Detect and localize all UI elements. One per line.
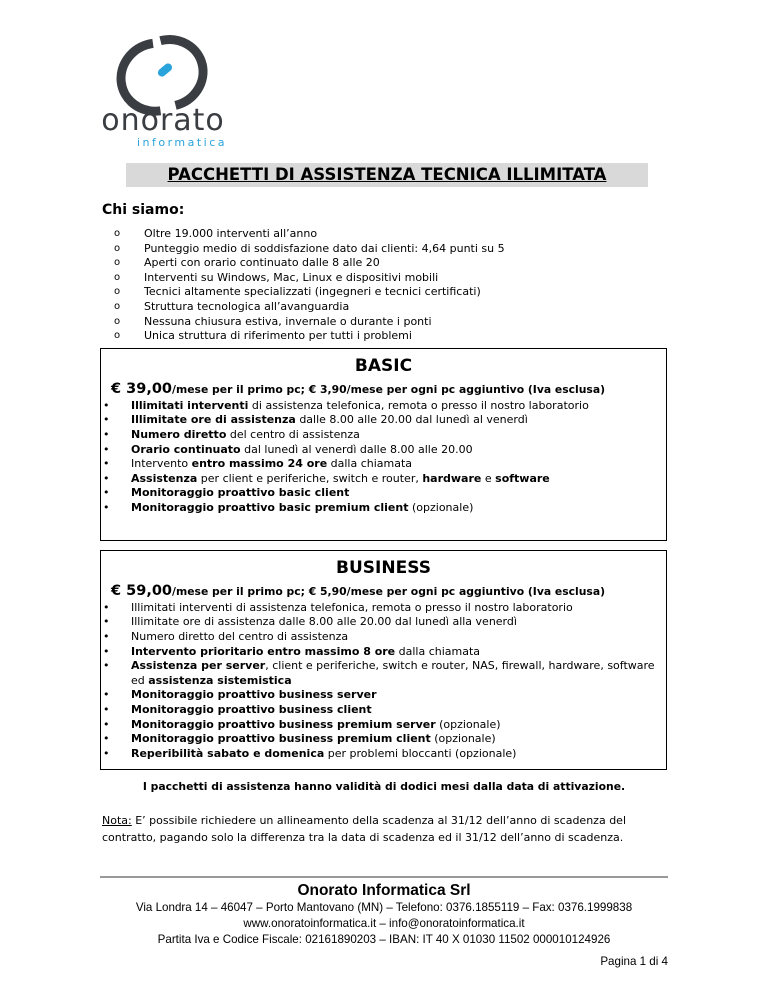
- feature-text: Reperibilità sabato e domenica: [131, 746, 325, 760]
- about-item-text: Nessuna chiusura estiva, invernale o durante i ponti: [144, 314, 432, 328]
- price-detail: /mese per il primo pc; € 5,90/mese per ogni pc aggiuntivo (Iva esclusa): [172, 584, 606, 598]
- bullet-icon: •: [103, 486, 110, 500]
- feature-text: (opzionale): [430, 732, 496, 746]
- feature-text: software: [495, 471, 550, 485]
- feature-text: Illimitate ore di assistenza: [131, 413, 296, 427]
- bullet-icon: •: [103, 746, 110, 760]
- footer: [100, 881, 668, 948]
- nota: [102, 812, 668, 846]
- bullet-marker: o: [114, 286, 121, 298]
- bullet-marker: o: [114, 228, 121, 239]
- svg-text:informatica: informatica: [136, 136, 228, 148]
- about-item: [114, 256, 668, 271]
- feature-item: [101, 615, 666, 630]
- feature-text: Monitoraggio proattivo business premium server: [131, 717, 436, 731]
- about-item: [114, 285, 668, 300]
- about-item: [114, 227, 668, 242]
- bullet-icon: •: [103, 471, 110, 485]
- feature-item: [101, 413, 666, 428]
- about-item: [114, 271, 668, 286]
- bullet-icon: •: [103, 732, 110, 746]
- feature-item: [101, 472, 666, 487]
- feature-text: Intervento prioritario entro massimo 8 ore: [131, 644, 396, 658]
- page-title: PACCHETTI DI ASSISTENZA TECNICA ILLIMITATA: [126, 163, 648, 187]
- about-item-text: Tecnici altamente specializzati (ingegneri e tecnici certificati): [144, 285, 481, 299]
- feature-text: Illimitate ore di assistenza dalle 8.00 alle 20.00 dal lunedì alla venerdì: [131, 615, 517, 629]
- feature-item: [101, 443, 666, 458]
- about-item: [114, 300, 668, 315]
- bullet-icon: •: [103, 688, 110, 702]
- feature-text: Illimitati interventi di assistenza telefonica, remota o presso il nostro laboratorio: [131, 600, 573, 614]
- bullet-icon: •: [103, 702, 110, 716]
- nota-label: Nota:: [102, 814, 132, 828]
- feature-item: [101, 732, 666, 747]
- business-package: [100, 550, 667, 771]
- feature-list: [101, 601, 666, 762]
- about-item: [114, 329, 668, 344]
- feature-item: [101, 428, 666, 443]
- bullet-icon: •: [103, 442, 110, 456]
- bullet-marker: o: [114, 315, 121, 327]
- feature-text: dalla chiamata: [327, 457, 413, 471]
- footer-contacts: www.onoratoinformatica.it – info@onoratoinformatica.it: [243, 917, 525, 931]
- bullet-icon: •: [103, 717, 110, 731]
- feature-text: Numero diretto: [131, 427, 227, 441]
- bullet-marker: o: [114, 330, 121, 342]
- feature-item: [101, 747, 666, 762]
- about-list: [114, 227, 668, 344]
- package-price: [111, 582, 666, 601]
- feature-text: assistenza sistemistica: [148, 673, 292, 687]
- feature-text: Monitoraggio proattivo basic client: [131, 486, 350, 500]
- price-amount: € 59,00: [111, 582, 173, 599]
- feature-text: Monitoraggio proattivo business server: [131, 688, 377, 702]
- price-amount: € 39,00: [111, 380, 173, 397]
- feature-text: Assistenza per server: [131, 659, 266, 673]
- bullet-icon: •: [103, 398, 110, 412]
- about-item-text: Aperti con orario continuato dalle 8 alle 20: [144, 256, 380, 270]
- footer-fiscal: Partita Iva e Codice Fiscale: 02161890203 – IBAN: IT 40 X 01030 11502 000010124926: [157, 933, 611, 947]
- about-item-text: Struttura tecnologica all’avanguardia: [144, 299, 350, 313]
- feature-item: [101, 399, 666, 414]
- about-item-text: Unica struttura di riferimento per tutti i problemi: [144, 329, 412, 343]
- feature-text: di assistenza telefonica, remota o presso il nostro laboratorio: [248, 398, 589, 412]
- feature-item: [101, 645, 666, 660]
- company-logo: [68, 28, 258, 148]
- footer-address: Via Londra 14 – 46047 – Porto Mantovano (MN) – Telefono: 0376.1855119 – Fax: 0376.1999838: [135, 901, 633, 915]
- bullet-marker: o: [114, 242, 121, 254]
- feature-text: Numero diretto del centro di assistenza: [131, 629, 349, 643]
- package-name: BUSINESS: [336, 557, 431, 578]
- feature-text: Assistenza: [131, 471, 198, 485]
- bullet-icon: •: [103, 659, 110, 673]
- bullet-icon: •: [103, 457, 110, 471]
- bullet-icon: •: [103, 500, 110, 514]
- footer-company: Onorato Informatica Srl: [297, 882, 471, 900]
- feature-item: [101, 601, 666, 616]
- footer-divider: [100, 876, 668, 878]
- bullet-icon: •: [103, 615, 110, 629]
- feature-list: [101, 399, 666, 516]
- about-item: [114, 315, 668, 330]
- feature-text: , client e periferiche, switch e router, NAS, firewall, hardware, software ed: [131, 659, 655, 687]
- about-item-text: Punteggio medio di soddisfazione dato dai clienti: 4,64 punti su 5: [144, 241, 505, 255]
- feature-item: [101, 486, 666, 501]
- feature-text: Monitoraggio proattivo business client: [131, 702, 372, 716]
- feature-text: Orario continuato: [131, 442, 241, 456]
- feature-item: [101, 630, 666, 645]
- about-item-text: Oltre 19.000 interventi all’anno: [144, 227, 318, 240]
- feature-text: Monitoraggio proattivo business premium client: [131, 732, 431, 746]
- bullet-marker: o: [114, 271, 121, 283]
- document-body: [100, 163, 668, 970]
- feature-item: [101, 718, 666, 733]
- feature-text: dalla chiamata: [395, 644, 481, 658]
- feature-text: Intervento: [131, 457, 192, 471]
- feature-text: del centro di assistenza: [226, 427, 360, 441]
- feature-text: per client e periferiche, switch e router,: [197, 471, 423, 485]
- feature-text: entro massimo 24 ore: [191, 457, 328, 471]
- bullet-marker: o: [114, 257, 121, 269]
- feature-item: [101, 703, 666, 718]
- feature-item: [101, 501, 666, 516]
- feature-text: Monitoraggio proattivo basic premium client: [131, 500, 409, 514]
- about-item-text: Interventi su Windows, Mac, Linux e dispositivi mobili: [144, 270, 439, 284]
- bullet-icon: •: [103, 600, 110, 614]
- validity-note: I pacchetti di assistenza hanno validità di dodici mesi dalla data di attivazione.: [142, 780, 626, 794]
- feature-text: (opzionale): [408, 500, 474, 514]
- bullet-icon: •: [103, 644, 110, 658]
- package-name: BASIC: [354, 355, 413, 376]
- package-price: [111, 380, 666, 399]
- nota-text: E’ possibile richiedere un allineamento della scadenza al 31/12 dell’anno di scadenza del contratto, pagando solo la differenza tra la data di scadenza ed il 31/12 dell’anno di scadenza.: [102, 814, 626, 845]
- about-heading: Chi siamo:: [102, 202, 185, 218]
- feature-text: per problemi bloccanti (opzionale): [324, 746, 517, 760]
- feature-item: [101, 688, 666, 703]
- bullet-icon: •: [103, 413, 110, 427]
- page-number: Pagina 1 di 4: [600, 955, 668, 969]
- feature-text: e: [481, 471, 496, 485]
- bullet-icon: •: [103, 629, 110, 643]
- about-item: [114, 242, 668, 257]
- svg-text:onorato: onorato: [101, 103, 225, 138]
- bullet-marker: o: [114, 300, 121, 312]
- feature-item: [101, 659, 666, 688]
- feature-text: hardware: [422, 471, 482, 485]
- basic-package: [100, 348, 667, 541]
- feature-text: dalle 8.00 alle 20.00 dal lunedì al venerdì: [295, 413, 528, 427]
- bullet-icon: •: [103, 427, 110, 441]
- feature-item: [101, 457, 666, 472]
- feature-text: (opzionale): [435, 717, 501, 731]
- feature-text: Illimitati interventi: [131, 398, 249, 412]
- feature-text: dal lunedì al venerdì dalle 8.00 alle 20.00: [240, 442, 473, 456]
- price-detail: /mese per il primo pc; € 3,90/mese per ogni pc aggiuntivo (Iva esclusa): [172, 382, 606, 396]
